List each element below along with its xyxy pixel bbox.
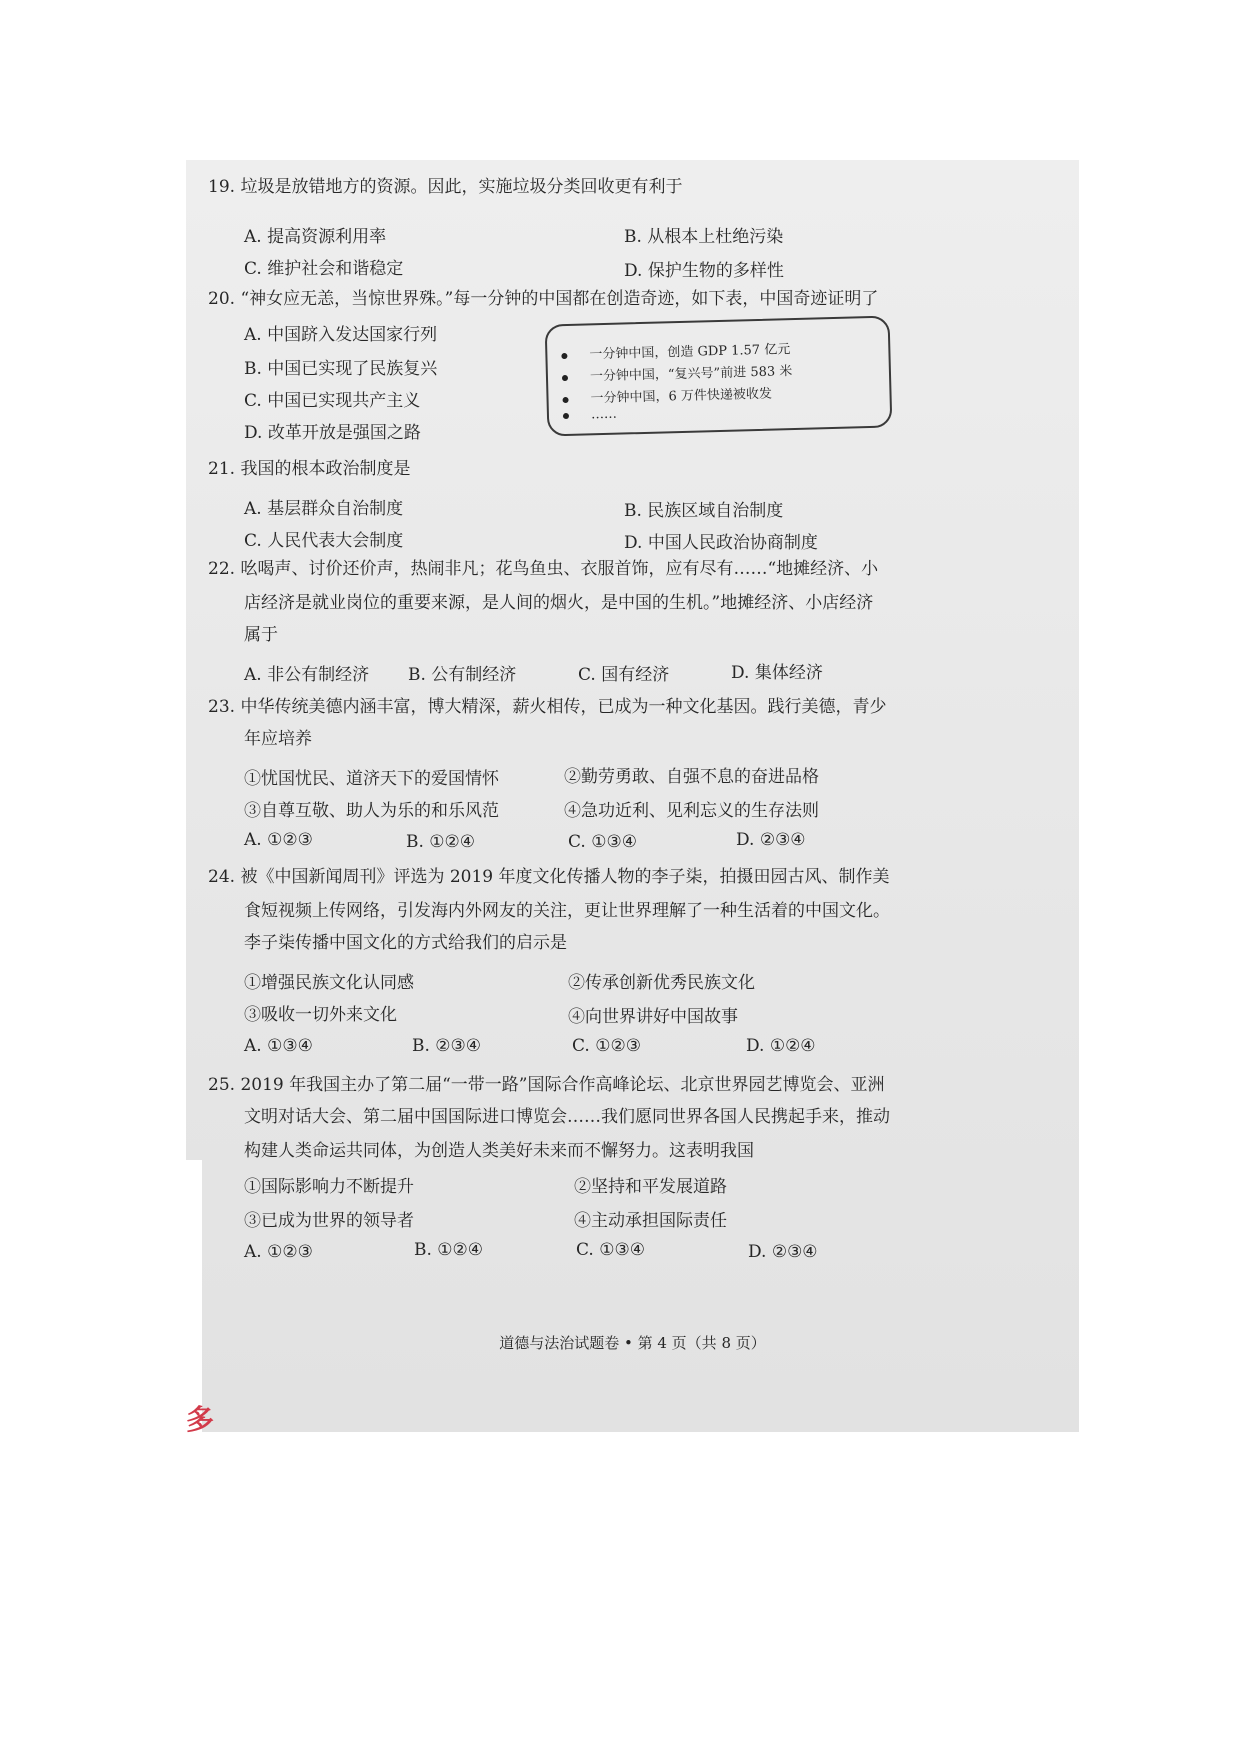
question-25-statement-2: ②坚持和平发展道路: [574, 1177, 727, 1197]
question-19-stem: 19. 垃圾是放错地方的资源。因此，实施垃圾分类回收更有利于: [208, 177, 683, 197]
info-box-row: 一分钟中国，“复兴号”前进 583 米: [562, 360, 793, 385]
info-box-row: 一分钟中国，创造 GDP 1.57 亿元: [561, 338, 790, 363]
question-23-option-c: C. ①③④: [568, 832, 637, 852]
question-23-statement-4: ④急功近利、见利忘义的生存法则: [564, 801, 819, 821]
page-footer: 道德与法治试题卷 • 第 4 页（共 8 页）: [499, 1334, 766, 1352]
question-25-statement-3: ③已成为世界的领导者: [244, 1211, 414, 1231]
question-25-option-d: D. ②③④: [748, 1242, 818, 1262]
question-21-stem: 21. 我国的根本政治制度是: [208, 459, 411, 479]
question-24-stem-line-2: 食短视频上传网络，引发海内外网友的关注，更让世界理解了一种生活着的中国文化。: [244, 901, 890, 921]
question-23-option-d: D. ②③④: [736, 830, 806, 850]
question-22-option-c: C. 国有经济: [578, 665, 670, 685]
info-box-row: ……: [563, 407, 617, 423]
red-corner-mark: 多: [186, 1403, 215, 1436]
question-22-option-a: A. 非公有制经济: [244, 665, 370, 685]
question-20-option-d: D. 改革开放是强国之路: [244, 423, 421, 443]
bullet-icon: [563, 412, 569, 418]
question-25-stem-line-1: 25. 2019 年我国主办了第二届“一带一路”国际合作高峰论坛、北京世界园艺博览会、亚洲: [208, 1075, 885, 1095]
question-25-option-b: B. ①②④: [414, 1240, 484, 1260]
bullet-icon: [561, 352, 567, 358]
question-23-statement-1: ①忧国忧民、道济天下的爱国情怀: [244, 769, 499, 789]
question-20-stem: 20. “神女应无恙，当惊世界殊。”每一分钟的中国都在创造奇迹，如下表，中国奇迹证明了: [208, 289, 879, 309]
question-23-statement-3: ③自尊互敬、助人为乐的和乐风范: [244, 801, 499, 821]
question-22-stem-line-3: 属于: [244, 625, 278, 645]
question-22-stem-line-1: 22. 吆喝声、讨价还价声，热闹非凡；花鸟鱼虫、衣服首饰，应有尽有……“地摊经济、小: [208, 559, 879, 579]
question-23-stem-line-2: 年应培养: [244, 729, 312, 749]
question-20-option-a: A. 中国跻入发达国家行列: [244, 325, 438, 345]
question-23-option-b: B. ①②④: [406, 832, 476, 852]
question-24-option-a: A. ①③④: [244, 1036, 313, 1056]
question-23-stem-line-1: 23. 中华传统美德内涵丰富，博大精深，薪火相传，已成为一种文化基因。践行美德，青少: [208, 697, 887, 717]
question-24-stem-line-1: 24. 被《中国新闻周刊》评选为 2019 年度文化传播人物的李子柒，拍摄田园古风、制作美: [208, 867, 890, 887]
question-22-option-b: B. 公有制经济: [408, 665, 517, 685]
question-25-statement-1: ①国际影响力不断提升: [244, 1177, 414, 1197]
question-19-option-c: C. 维护社会和谐稳定: [244, 259, 404, 279]
info-box-row: 一分钟中国，6 万件快递被收发: [562, 383, 772, 407]
question-19-option-d: D. 保护生物的多样性: [624, 261, 784, 281]
bullet-icon: [562, 374, 568, 380]
question-19-option-b: B. 从根本上杜绝污染: [624, 227, 784, 247]
page-edge-white: [186, 1160, 202, 1432]
question-22-option-d: D. 集体经济: [731, 663, 823, 683]
question-23-option-a: A. ①②③: [244, 830, 313, 850]
question-24-stem-line-3: 李子柒传播中国文化的方式给我们的启示是: [244, 933, 567, 953]
question-24-option-b: B. ②③④: [412, 1036, 482, 1056]
question-21-option-d: D. 中国人民政治协商制度: [624, 533, 818, 553]
bullet-icon: [562, 396, 568, 402]
question-20-option-b: B. 中国已实现了民族复兴: [244, 359, 438, 379]
question-25-option-c: C. ①③④: [576, 1240, 645, 1260]
question-25-stem-line-3: 构建人类命运共同体，为创造人类美好未来而不懈努力。这表明我国: [244, 1141, 754, 1161]
question-25-option-a: A. ①②③: [244, 1242, 313, 1262]
exam-page-photo: [186, 160, 1079, 1436]
question-21-option-a: A. 基层群众自治制度: [244, 499, 404, 519]
question-23-statement-2: ②勤劳勇敢、自强不息的奋进品格: [564, 767, 819, 787]
question-19-option-a: A. 提高资源利用率: [244, 227, 387, 247]
question-24-statement-1: ①增强民族文化认同感: [244, 973, 414, 993]
question-21-option-b: B. 民族区域自治制度: [624, 501, 784, 521]
question-20-option-c: C. 中国已实现共产主义: [244, 391, 421, 411]
question-22-stem-line-2: 店经济是就业岗位的重要来源，是人间的烟火，是中国的生机。”地摊经济、小店经济: [244, 593, 874, 613]
question-24-option-c: C. ①②③: [572, 1036, 641, 1056]
question-24-statement-3: ③吸收一切外来文化: [244, 1005, 397, 1025]
question-25-statement-4: ④主动承担国际责任: [574, 1211, 727, 1231]
question-21-option-c: C. 人民代表大会制度: [244, 531, 404, 551]
question-24-option-d: D. ①②④: [746, 1036, 816, 1056]
question-20-info-box: [545, 316, 893, 437]
question-24-statement-2: ②传承创新优秀民族文化: [568, 973, 755, 993]
question-24-statement-4: ④向世界讲好中国故事: [568, 1007, 738, 1027]
question-25-stem-line-2: 文明对话大会、第二届中国国际进口博览会……我们愿同世界各国人民携起手来，推动: [244, 1107, 890, 1127]
